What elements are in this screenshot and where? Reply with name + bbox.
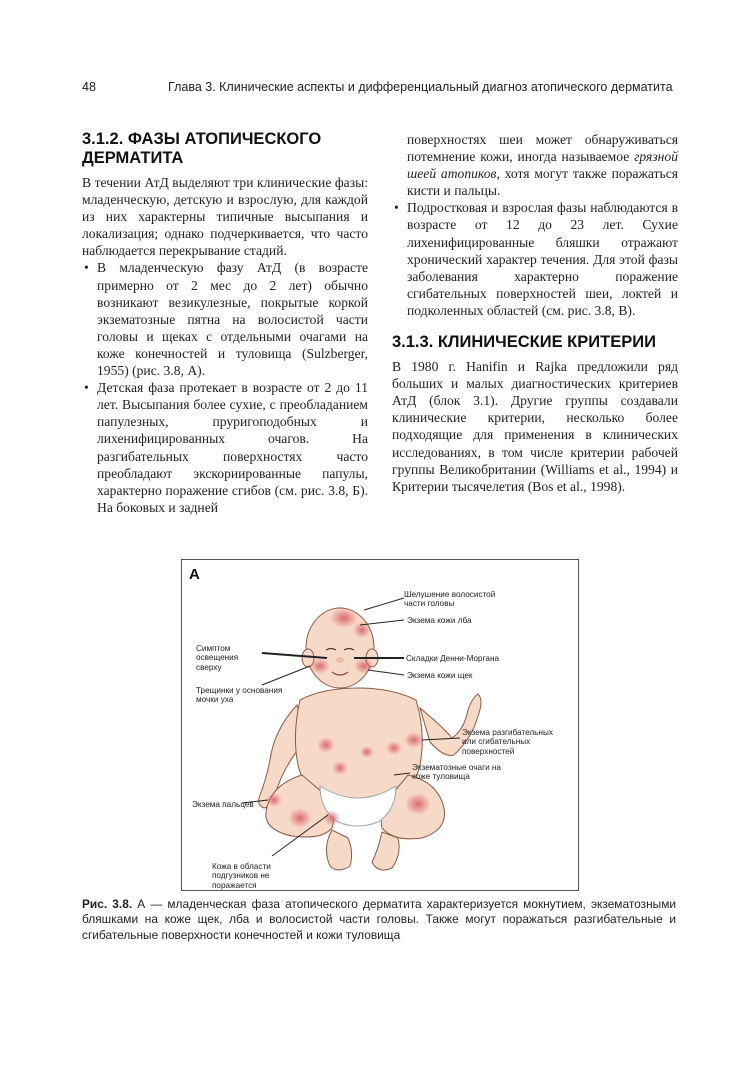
figure-panel-letter: А bbox=[189, 566, 200, 583]
label-finger-eczema: Экзема пальцев bbox=[192, 800, 254, 809]
list-item-child-phase: • Детская фаза протекает в возрасте от 2 до 11 лет. Высыпания более сухие, с преобладанием папулезных, пруригоподобных и лихенифицированных очагов. На разгибательных поверхностях часто преобладают экскориированные папулы, характерно поражение сгибов (см. рис. 3.8, Б). На боковых и задней bbox=[82, 379, 368, 516]
label-cheek-eczema: Экзема кожи щек bbox=[407, 671, 473, 680]
label-scalp-scaling: Шелушение волосистой части головы bbox=[404, 590, 496, 609]
label-diaper-area: Кожа в области подгузников не поражается bbox=[212, 862, 271, 890]
dirty-neck-term: грязной шеей атопиков bbox=[407, 149, 678, 182]
list-item-infant-phase: • В младенческую фазу АтД (в возрасте примерно от 2 мес до 2 лет) обычно возникают везикулезные, покрытые коркой экзематозные пятна на волосистой части головы и щеках с отдельными очагами на коже конечностей и туловища (Sulzberger, 1955) (рис. 3.8, А). bbox=[82, 259, 368, 379]
infant-illustration bbox=[182, 560, 578, 890]
list-item-adult-phase: • Подростковая и взрослая фазы наблюдаются в возрасте от 12 до 23 лет. Сухие лихенифицированные бляшки отражают хронический характер течения. Для этой фазы заболевания характерно поражение сгибательных поверхностей шеи, локтей и подколенных областей (см. рис. 3.8, В). bbox=[392, 199, 678, 319]
caption-text: А — младенческая фаза атопического дерматита характеризуется мокнутием, экзематозными бляшками на коже щек, лба и волосистой части головы. Также могут поражаться разгибательные и сгибательные поверхности конечностей и кожи туловища bbox=[82, 897, 677, 942]
criteria-text: В 1980 г. Hanifin и Rajka предложили ряд больших и малых диагностических критериев АтД (блок 3.1). Другие группы создавали клинические критерии, несколько более подходящие для применения в клинических исследованиях, в том числе критерии рабочей группы Великобритании (Williams et al., 1994) и Критерии тысячелетия (Bos et al., 1998). bbox=[392, 359, 678, 494]
phases-list bbox=[82, 259, 368, 515]
caption-label: Рис. 3.8. bbox=[82, 897, 133, 911]
figure-3-8 bbox=[181, 559, 579, 891]
label-dennie-morgan: Складки Денни-Моргана bbox=[406, 654, 500, 663]
page-number: 48 bbox=[82, 80, 96, 94]
label-trunk-eczema: Экзематозные очаги на коже туловища bbox=[412, 763, 501, 782]
phases-intro: В течении АтД выделяют три клинические фазы: младенческую, детскую и взрослую, для каждой из них характерны типичные высыпания и локализация; однако подчеркивается, что часто наблюдается перекрывание стадий. bbox=[82, 175, 368, 259]
label-limb-eczema: Экзема разгибательных или сгибательных поверхностей bbox=[462, 728, 553, 756]
section-title-phases: 3.1.2. ФАЗЫ АТОПИЧЕСКОГО ДЕРМАТИТА bbox=[82, 130, 322, 167]
label-forehead-eczema: Экзема кожи лба bbox=[407, 616, 472, 625]
right-column bbox=[392, 131, 678, 495]
figure-caption bbox=[82, 897, 676, 943]
label-light-sign: Симптом освещения сверху bbox=[196, 644, 239, 672]
section-title-criteria: 3.1.3. КЛИНИЧЕСКИЕ КРИТЕРИИ bbox=[392, 333, 656, 352]
chapter-title: Глава 3. Клинические аспекты и дифференциальный диагноз атопического дерматита bbox=[168, 80, 673, 94]
left-column bbox=[82, 130, 368, 516]
label-ear-fissures: Трещинки у основания мочки уха bbox=[196, 686, 283, 705]
page-header bbox=[82, 80, 674, 98]
phases-list-continued bbox=[392, 199, 678, 319]
child-phase-continued: поверхностях шеи может обнаруживаться потемнение кожи, иногда называемое грязной шеей атопиков, хотя могут также поражаться кисти и пальцы. bbox=[407, 132, 678, 199]
